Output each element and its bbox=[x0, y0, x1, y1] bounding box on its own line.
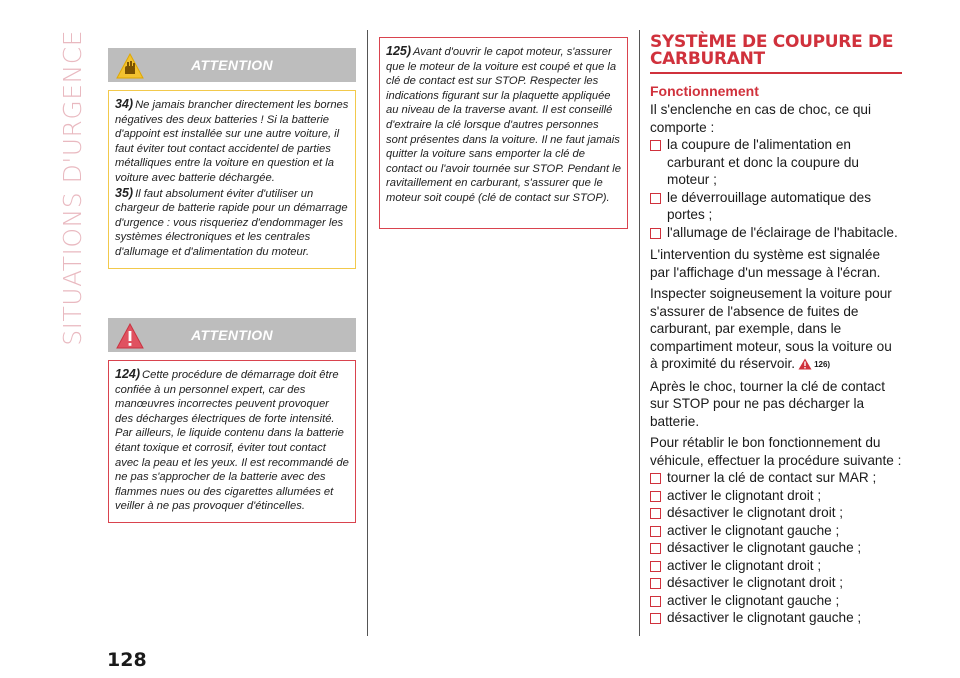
square-bullet-icon bbox=[650, 578, 661, 589]
square-bullet-icon bbox=[650, 491, 661, 502]
steps-list bbox=[650, 469, 902, 627]
square-bullet-icon bbox=[650, 473, 661, 484]
list-item: l'allumage de l'éclairage de l'habitacle. bbox=[650, 224, 902, 242]
warning-box-3 bbox=[379, 37, 628, 229]
list-item: tourner la clé de contact sur MAR ; bbox=[650, 469, 902, 487]
square-bullet-icon bbox=[650, 193, 661, 204]
list-item: désactiver le clignotant gauche ; bbox=[650, 609, 902, 627]
warning-item bbox=[115, 186, 349, 260]
red-warning-triangle-icon bbox=[116, 323, 144, 349]
list-item: désactiver le clignotant gauche ; bbox=[650, 539, 902, 557]
warning-text: Cette procédure de démarrage doit être confiée à un personnel expert, car des manœuvres incorrectes peuvent provoquer des décharges électriques de forte intensité. Par ailleurs, le liquide contenu dans la batterie étant toxique et corrosif, éviter tout contact avec la peau et les yeux. Il est recommandé de ne pas s'approcher de la batterie avec des flammes nues ou des cigarettes allumées et veiller à ne pas provoquer d'étincelles. bbox=[115, 369, 349, 513]
square-bullet-icon bbox=[650, 613, 661, 624]
warning-title-1: ATTENTION bbox=[191, 57, 273, 73]
list-item: activer le clignotant droit ; bbox=[650, 557, 902, 575]
warning-ref: 34) bbox=[115, 97, 134, 111]
warning-body-2 bbox=[108, 360, 356, 523]
list-item: désactiver le clignotant droit ; bbox=[650, 574, 902, 592]
side-chapter-title-text: SITUATIONS D'URGENCE bbox=[57, 30, 87, 346]
square-bullet-icon bbox=[650, 508, 661, 519]
warning-ref: 35) bbox=[115, 185, 134, 200]
yellow-warning-hand-icon bbox=[116, 53, 144, 79]
effects-list bbox=[650, 136, 902, 241]
warning-ref: 124) bbox=[115, 367, 141, 381]
warning-header-2 bbox=[108, 318, 356, 352]
warning-ref: 126) bbox=[814, 360, 831, 369]
section-title: SYSTÈME DE COUPURE DE CARBURANT bbox=[650, 34, 902, 74]
red-warning-triangle-icon bbox=[798, 358, 812, 370]
list-item: désactiver le clignotant droit ; bbox=[650, 504, 902, 522]
warning-box-2 bbox=[108, 318, 356, 523]
square-bullet-icon bbox=[650, 543, 661, 554]
inspect-paragraph: Inspecter soigneusement la voiture pour s'assurer de l'absence de fuites de carburant, par exemple, dans le compartiment moteur, sous la voiture ou à proximité du réservoir. 126) bbox=[650, 286, 892, 371]
list-item: le déverrouillage automatique des portes ; bbox=[650, 189, 902, 224]
list-item: activer le clignotant gauche ; bbox=[650, 592, 902, 610]
after-paragraph: Après le choc, tourner la clé de contact sur STOP pour ne pas décharger la batterie. bbox=[650, 378, 885, 429]
column-divider-2 bbox=[639, 30, 640, 636]
fuel-cutoff-section bbox=[650, 34, 902, 627]
warning-ref: 125) bbox=[386, 44, 412, 58]
signal-paragraph: L'intervention du système est signalée par l'affichage d'un message à l'écran. bbox=[650, 247, 881, 280]
square-bullet-icon bbox=[650, 561, 661, 572]
section-subtitle: Fonctionnement bbox=[650, 83, 759, 99]
warning-text: Il faut absolument éviter d'utiliser un chargeur de batterie rapide pour un démarrage d'urgence : vous risqueriez d'endommager les systèmes électroniques et les centrales d'allumage et d'alimentation du moteur. bbox=[115, 187, 348, 258]
square-bullet-icon bbox=[650, 596, 661, 607]
square-bullet-icon bbox=[650, 526, 661, 537]
warning-text: Ne jamais brancher directement les bornes négatives des deux batteries ! Si la batterie d'appoint est installée sur une autre voiture, il faut éviter tout contact accidentel de parties métalliques entre la voiture en question et la voiture avec batterie déchargée. bbox=[115, 99, 349, 184]
warning-item bbox=[115, 97, 349, 186]
column-divider-1 bbox=[367, 30, 368, 636]
warning-box-1 bbox=[108, 48, 356, 269]
warning-item bbox=[115, 367, 349, 514]
warning-header-1 bbox=[108, 48, 356, 82]
restore-paragraph: Pour rétablir le bon fonctionnement du véhicule, effectuer la procédure suivante : bbox=[650, 435, 902, 468]
list-item: activer le clignotant droit ; bbox=[650, 487, 902, 505]
square-bullet-icon bbox=[650, 140, 661, 151]
warning-title-2: ATTENTION bbox=[191, 327, 273, 343]
square-bullet-icon bbox=[650, 228, 661, 239]
side-chapter-title bbox=[52, 30, 92, 346]
page-number: 128 bbox=[107, 649, 147, 671]
warning-text: Avant d'ouvrir le capot moteur, s'assurer que le moteur de la voiture est coupé et que la clé de contact est sur STOP. Respecter les indications figurant sur la plaquette appliquée au niveau de la traverse avant. Il est conseillé d'extraire la clé lorsque d'autres personnes sont présentes dans la voiture. Il ne faut jamais quitter la voiture sans emporter la clé de contact ou l'avoir tournée sur STOP. Pendant le ravitaillement en carburant, s'assurer que le moteur soit coupé (clé de contact sur STOP). bbox=[386, 46, 621, 204]
list-item: activer le clignotant gauche ; bbox=[650, 522, 902, 540]
intro-paragraph: Il s'enclenche en cas de choc, ce qui comporte : bbox=[650, 102, 871, 135]
warning-body-1 bbox=[108, 90, 356, 269]
list-item: la coupure de l'alimentation en carburant et donc la coupure du moteur ; bbox=[650, 136, 902, 189]
